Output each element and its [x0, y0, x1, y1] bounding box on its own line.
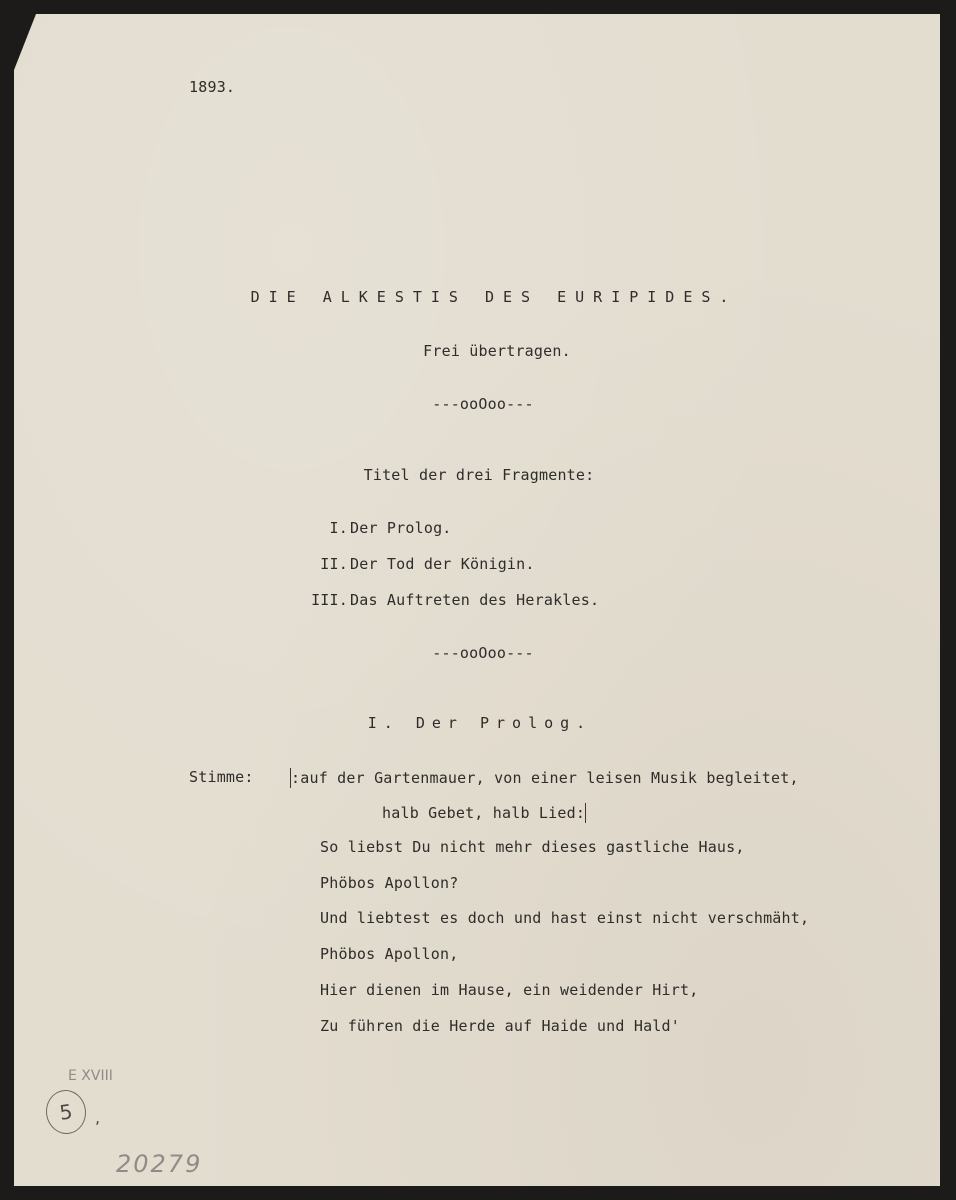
archive-inventory-number: 20279: [116, 1150, 203, 1178]
verse-line: Zu führen die Herde auf Haide und Hald': [320, 1017, 680, 1035]
fragment-number: I.: [329, 519, 348, 537]
verse-line: So liebst Du nicht mehr dieses gastliche Haus,: [320, 838, 745, 856]
year-line: 1893.: [189, 78, 236, 96]
fragment-number: II.: [320, 555, 348, 573]
stage-direction-text: :auf der Gartenmauer, von einer leisen Musik begleitet,: [291, 769, 799, 787]
fragment-title: Der Prolog.: [350, 519, 452, 537]
folio-dot: ,: [95, 1108, 101, 1127]
fragment-number: III.: [311, 591, 348, 609]
fragments-heading: Titel der drei Fragmente:: [363, 466, 595, 484]
bracket-mark: [585, 803, 586, 823]
verse-line: Phöbos Apollon?: [320, 874, 459, 892]
speaker-label: Stimme:: [189, 768, 254, 786]
stage-direction-line: [290, 768, 799, 788]
stage-direction-text: halb Gebet, halb Lied:: [382, 804, 586, 822]
fragment-title: Das Auftreten des Herakles.: [350, 591, 600, 609]
folio-number: 5: [58, 1099, 74, 1125]
verse-line: Und liebtest es doch und hast einst nicht verschmäht,: [320, 909, 810, 927]
folded-corner: [14, 14, 36, 70]
typescript-sheet: [14, 14, 940, 1186]
stage-direction-line: [382, 803, 586, 823]
verse-line: Hier dienen im Hause, ein weidender Hirt,: [320, 981, 699, 999]
section-heading: I. Der Prolog.: [367, 714, 593, 732]
archive-shelf-mark: E XVIII: [68, 1068, 113, 1084]
fragment-title: Der Tod der Königin.: [350, 555, 535, 573]
subtitle: Frei übertragen.: [423, 342, 571, 360]
divider-ornament: ---ooOoo---: [432, 644, 534, 662]
verse-line: Phöbos Apollon,: [320, 945, 459, 963]
divider-ornament: ---ooOoo---: [432, 395, 534, 413]
document-title: DIE ALKESTIS DES EURIPIDES.: [250, 288, 738, 306]
